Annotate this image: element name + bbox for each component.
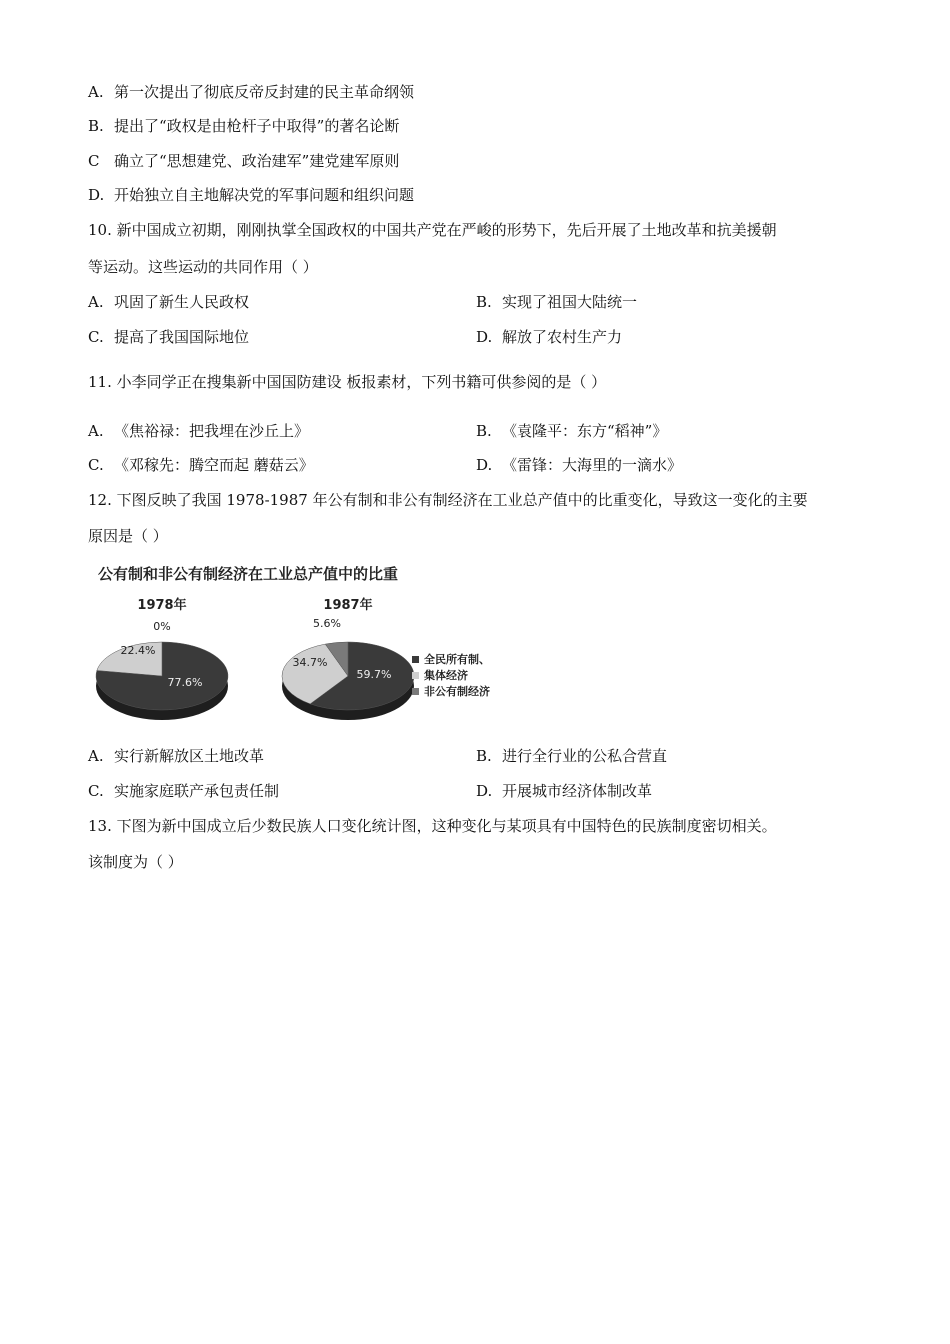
q9-option-b [88, 116, 399, 136]
q10-option-d [476, 327, 622, 347]
q11-stem: 11. 小李同学正在搜集新中国国防建设 板报素材，下列书籍可供参阅的是（ ） [88, 373, 607, 391]
option-label: B. [476, 747, 492, 765]
option-label: B. [88, 117, 104, 135]
pie-1978 [96, 642, 228, 710]
option-text: 确立了“思想建党、政治建军”建党建军原则 [114, 152, 400, 170]
option-text: 开始独立自主地解决党的军事问题和组织问题 [114, 186, 415, 204]
option-text: 《焦裕禄：把我埋在沙丘上》 [114, 422, 310, 440]
option-text: 《邓稼先：腾空而起 蘑菇云》 [114, 456, 314, 474]
option-text: 《雷锋：大海里的一滴水》 [502, 456, 683, 474]
legend-swatch-state [412, 656, 419, 663]
q12-option-c [88, 781, 279, 801]
q13-stem-line2: 该制度为（ ） [88, 853, 183, 871]
pie-1987-label-collective: 34.7% [292, 656, 328, 669]
pie-1978-label-collective: 22.4% [120, 644, 156, 657]
option-label: D. [476, 456, 493, 474]
pie-1978-label-private: 0% [153, 620, 171, 633]
pie-1987-label-private: 5.6% [313, 617, 341, 630]
q10-option-c [88, 327, 249, 347]
q10-option-b [476, 292, 637, 312]
option-label: C. [88, 328, 104, 346]
option-text: 实现了祖国大陆统一 [502, 293, 638, 311]
option-text: 提出了“政权是由枪杆子中取得”的著名论断 [114, 117, 400, 135]
legend-swatch-private [412, 688, 419, 695]
q9-option-a [88, 82, 414, 102]
pie-1987 [282, 642, 414, 710]
q9-option-c [88, 151, 399, 171]
q13-stem-line1: 13. 下图为新中国成立后少数民族人口变化统计图，这种变化与某项具有中国特色的民族制度密切相关。 [88, 817, 777, 835]
option-label: D. [476, 328, 493, 346]
q11-option-d [476, 455, 682, 475]
pie-1978-year: 1978年 [137, 598, 187, 613]
option-label: B. [476, 293, 492, 311]
option-label: A. [88, 747, 104, 765]
q12-stem-line2: 原因是（ ） [88, 527, 168, 545]
option-label: B. [476, 422, 492, 440]
q12-option-d [476, 781, 652, 801]
option-label: C. [88, 456, 104, 474]
option-label: A. [88, 83, 104, 101]
q11-option-a [88, 421, 309, 441]
chart-title: 公有制和非公有制经济在工业总产值中的比重 [98, 565, 399, 583]
pie-chart-figure [90, 590, 510, 725]
legend-swatch-collective [412, 672, 419, 679]
q12-option-a [88, 746, 264, 766]
option-text: 开展城市经济体制改革 [502, 782, 653, 800]
q12-option-b [476, 746, 667, 766]
option-text: 第一次提出了彻底反帝反封建的民主革命纲领 [114, 83, 415, 101]
pie-1987-label-state: 59.7% [356, 668, 392, 681]
legend-label-state: 全民所有制、 [424, 653, 490, 666]
option-label: D. [476, 782, 493, 800]
legend-label-private: 非公有制经济 [424, 685, 490, 698]
option-label: A. [88, 293, 104, 311]
option-text: 进行全行业的公私合营直 [502, 747, 668, 765]
option-text: 实施家庭联产承包责任制 [114, 782, 280, 800]
option-text: 《袁隆平：东方“稻神”》 [502, 422, 668, 440]
option-text: 解放了农村生产力 [502, 328, 623, 346]
q10-stem-line1: 10. 新中国成立初期，刚刚执掌全国政权的中国共产党在严峻的形势下，先后开展了土地改革和抗美援朝 [88, 221, 777, 239]
option-label: C. [88, 782, 104, 800]
option-label: C [88, 152, 100, 170]
option-label: D. [88, 186, 105, 204]
q11-option-c [88, 455, 314, 475]
q10-stem-line2: 等运动。这些运动的共同作用（ ） [88, 258, 318, 276]
pie-1987-year: 1987年 [323, 598, 373, 613]
q9-option-d [88, 185, 414, 205]
option-text: 巩固了新生人民政权 [114, 293, 250, 311]
q12-stem-line1: 12. 下图反映了我国 1978-1987 年公有制和非公有制经济在工业总产值中的比重变化，导致这一变化的主要 [88, 491, 808, 509]
option-text: 提高了我国国际地位 [114, 328, 250, 346]
pie-1978-label-state: 77.6% [167, 676, 203, 689]
q10-option-a [88, 292, 249, 312]
option-text: 实行新解放区土地改革 [114, 747, 265, 765]
q11-option-b [476, 421, 667, 441]
legend-label-collective: 集体经济 [424, 669, 468, 682]
option-label: A. [88, 422, 104, 440]
